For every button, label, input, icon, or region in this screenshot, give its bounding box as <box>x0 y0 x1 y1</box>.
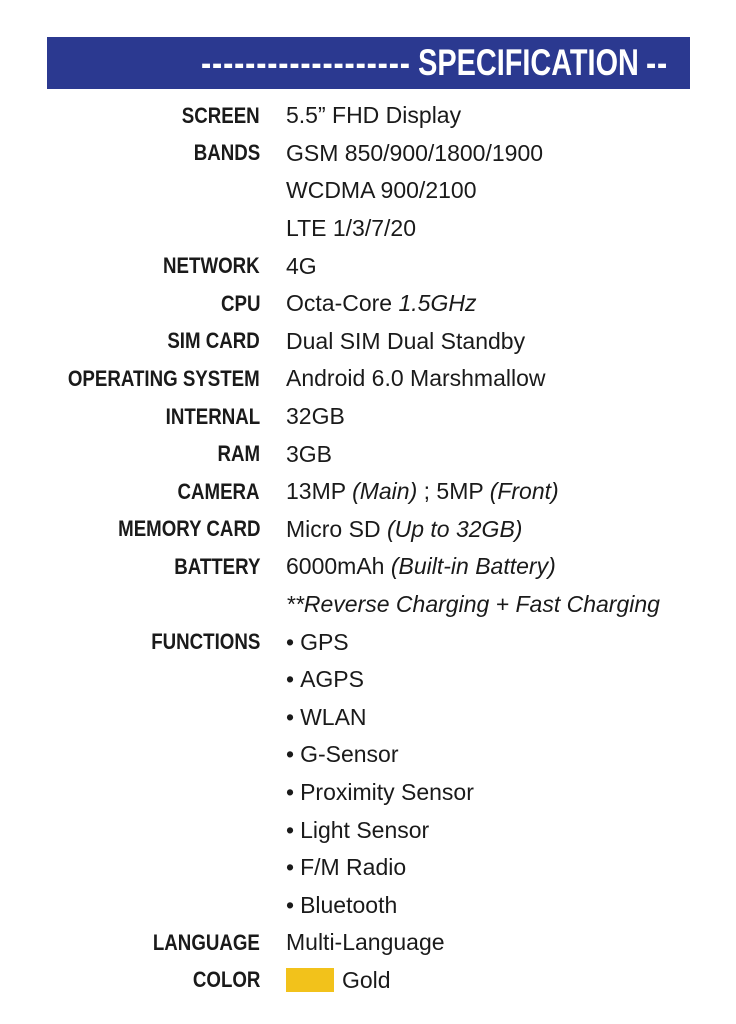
spec-value-battery-extra <box>286 591 660 618</box>
banner-dashes-right: -- <box>646 42 669 83</box>
battery-note: (Built-in Battery) <box>390 553 556 580</box>
function-item <box>286 741 399 768</box>
spec-row-memory-card <box>0 511 736 549</box>
function-item-label: GPS <box>300 628 349 655</box>
camera-main: 13MP <box>286 478 346 505</box>
camera-front-note: (Front) <box>489 478 559 505</box>
spec-value-bands-wcdma: WCDMA 900/2100 <box>286 177 477 204</box>
memory-card-type: Micro SD <box>286 515 381 542</box>
spec-value-battery <box>286 553 556 580</box>
spec-value-language: Multi-Language <box>286 929 445 956</box>
bullet-icon: • <box>286 891 295 918</box>
battery-charging-note: **Reverse Charging + Fast Charging <box>286 591 660 618</box>
function-item-label: Proximity Sensor <box>300 778 474 805</box>
spec-value-camera <box>286 478 559 505</box>
function-item-label: G-Sensor <box>300 741 399 768</box>
spec-row-internal <box>0 398 736 436</box>
bullet-icon: • <box>286 703 295 730</box>
spec-value-ram: 3GB <box>286 440 333 467</box>
spec-row-functions-5 <box>0 774 736 812</box>
spec-value-internal: 32GB <box>286 403 345 430</box>
spec-value-memory-card <box>286 516 522 543</box>
specification-banner <box>47 37 690 89</box>
spec-label-functions: FUNCTIONS <box>150 629 260 655</box>
spec-row-functions-3 <box>0 699 736 737</box>
spec-row-functions-7 <box>0 849 736 887</box>
spec-label-bands: BANDS <box>193 140 260 166</box>
spec-row-bands-wcdma <box>0 172 736 210</box>
spec-label-network: NETWORK <box>163 253 260 279</box>
spec-value-sim-card: Dual SIM Dual Standby <box>286 327 526 354</box>
spec-row-camera <box>0 473 736 511</box>
spec-row-color <box>0 962 736 1000</box>
cpu-speed: 1.5GHz <box>398 290 477 317</box>
spec-value-network: 4G <box>286 252 317 279</box>
camera-front: 5MP <box>436 478 484 505</box>
battery-capacity: 6000mAh <box>286 553 385 580</box>
gold-color-swatch <box>286 968 334 992</box>
function-item <box>286 629 349 656</box>
spec-row-functions-6 <box>0 811 736 849</box>
spec-value-bands-gsm: GSM 850/900/1800/1900 <box>286 139 544 166</box>
spec-row-ram <box>0 435 736 473</box>
spec-value-color <box>286 967 391 994</box>
spec-label-internal: INTERNAL <box>165 403 260 429</box>
memory-card-capacity: (Up to 32GB) <box>386 515 523 542</box>
spec-label-operating-system: OPERATING SYSTEM <box>68 365 260 391</box>
function-item-label: Bluetooth <box>300 891 398 918</box>
spec-row-operating-system <box>0 360 736 398</box>
function-item <box>286 704 367 731</box>
function-item <box>286 854 406 881</box>
spec-label-sim-card: SIM CARD <box>167 328 260 354</box>
color-name: Gold <box>342 966 391 993</box>
spec-row-network <box>0 247 736 285</box>
spec-label-cpu: CPU <box>220 290 260 316</box>
spec-label-battery: BATTERY <box>173 553 260 579</box>
spec-label-camera: CAMERA <box>177 478 260 504</box>
spec-label-language: LANGUAGE <box>152 929 260 955</box>
spec-row-functions <box>0 623 736 661</box>
spec-row-sim-card <box>0 323 736 361</box>
banner-dashes-left: ------------------- <box>201 42 412 83</box>
spec-row-bands-lte <box>0 210 736 248</box>
spec-list <box>0 97 736 999</box>
spec-row-screen <box>0 97 736 135</box>
spec-label-color: COLOR <box>192 967 260 993</box>
bullet-icon: • <box>286 854 295 881</box>
camera-separator: ; <box>423 478 431 505</box>
function-item <box>286 817 429 844</box>
bullet-icon: • <box>286 741 295 768</box>
spec-row-cpu <box>0 285 736 323</box>
function-item-label: Light Sensor <box>300 816 430 843</box>
function-item-label: F/M Radio <box>300 854 407 881</box>
bullet-icon: • <box>286 666 295 693</box>
function-item <box>286 779 474 806</box>
spec-row-battery <box>0 548 736 586</box>
function-item-label: WLAN <box>300 703 367 730</box>
spec-value-bands-lte: LTE 1/3/7/20 <box>286 215 416 242</box>
banner-title: SPECIFICATION <box>418 42 639 83</box>
function-item <box>286 892 397 919</box>
spec-row-language <box>0 924 736 962</box>
spec-value-operating-system: Android 6.0 Marshmallow <box>286 365 546 392</box>
bullet-icon: • <box>286 628 295 655</box>
spec-label-screen: SCREEN <box>182 102 260 128</box>
spec-label-ram: RAM <box>217 441 260 467</box>
function-item-label: AGPS <box>300 666 364 693</box>
spec-value-cpu <box>286 290 476 317</box>
bullet-icon: • <box>286 778 295 805</box>
spec-row-bands <box>0 135 736 173</box>
spec-value-screen: 5.5” FHD Display <box>286 102 462 129</box>
spec-row-functions-8 <box>0 886 736 924</box>
spec-row-functions-4 <box>0 736 736 774</box>
spec-row-functions-2 <box>0 661 736 699</box>
function-item <box>286 666 364 693</box>
spec-row-battery-extra <box>0 586 736 624</box>
spec-label-memory-card: MEMORY CARD <box>117 516 260 542</box>
bullet-icon: • <box>286 816 295 843</box>
camera-main-note: (Main) <box>352 478 418 505</box>
cpu-type: Octa-Core <box>286 290 393 317</box>
